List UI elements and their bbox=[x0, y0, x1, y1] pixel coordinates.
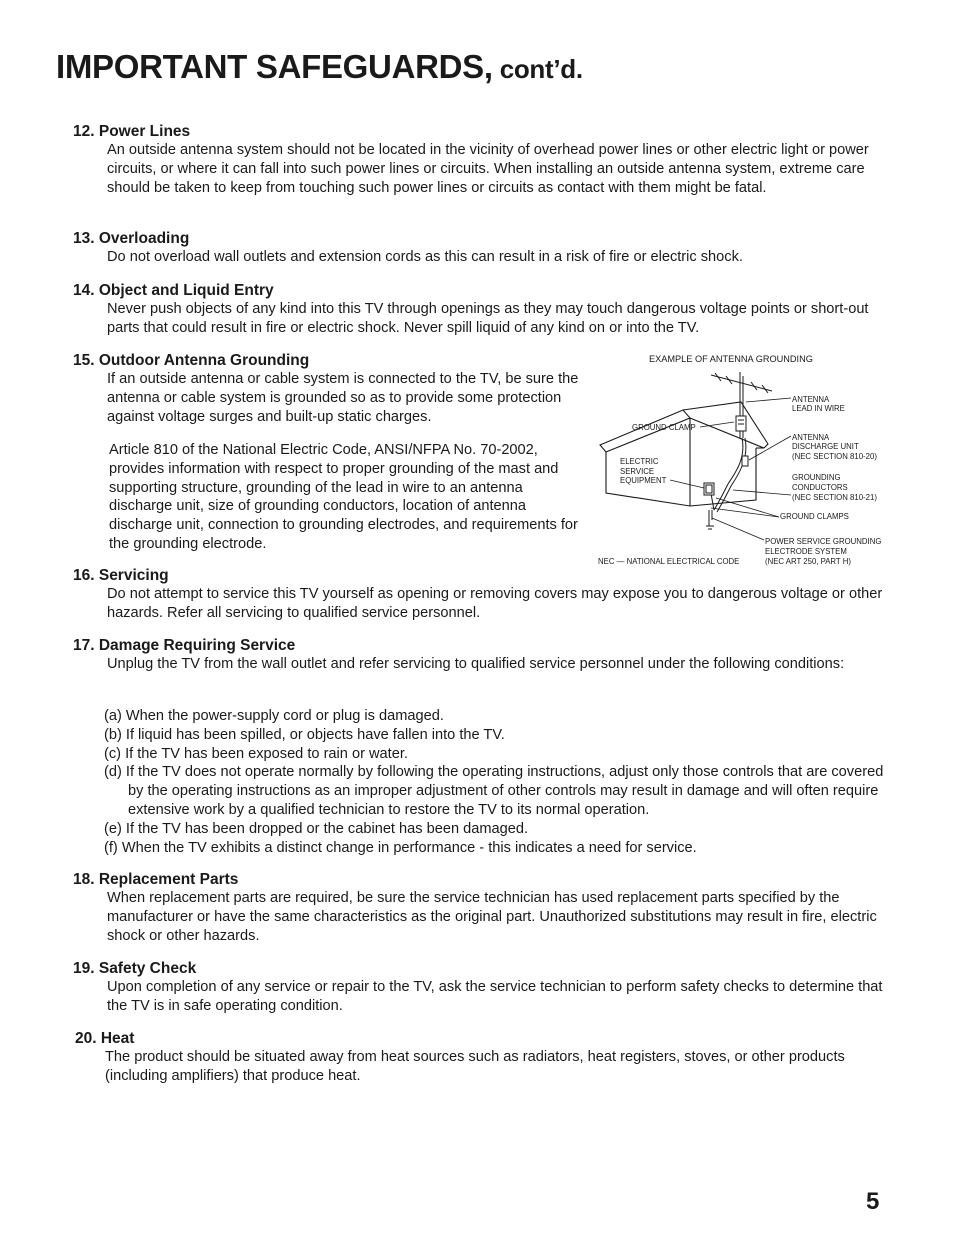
label-ground-clamps: GROUND CLAMPS bbox=[780, 512, 849, 521]
list-item: (c) If the TV has been exposed to rain or water. bbox=[104, 745, 408, 762]
section-heading: 13. Overloading bbox=[73, 230, 190, 247]
title-main: IMPORTANT SAFEGUARDS, bbox=[56, 48, 493, 85]
list-item: (e) If the TV has been dropped or the cabinet has been damaged. bbox=[104, 820, 529, 837]
label-antenna-lead-line1: ANTENNA bbox=[792, 395, 830, 404]
section-heading: 14. Object and Liquid Entry bbox=[73, 282, 274, 299]
section-body: An outside antenna system should not be located in the vicinity of overhead power lines or other electric light or power circuits, or where it can fall into such power lines or circuits. When installing an outside antenna system, extreme care should be taken to keep from touching such power lines or circuits as contact with them might be fatal. bbox=[107, 142, 869, 196]
section-heading: 18. Replacement Parts bbox=[73, 871, 239, 888]
section-body: If an outside antenna or cable system is connected to the TV, be sure the antenna or cable system is grounded so as to provide some protection against voltage surges and built-up static charges. bbox=[107, 371, 579, 425]
damage-conditions-list bbox=[104, 707, 899, 857]
section-body: Never push objects of any kind into this TV through openings as they may touch dangerous voltage points or short-out parts that could result in fire or electric shock. Never spill liquid of any kind on or into the TV. bbox=[107, 301, 869, 336]
label-antenna-lead-line2: LEAD IN WIRE bbox=[792, 404, 845, 413]
label-electric-line1: ELECTRIC bbox=[620, 457, 659, 466]
section-heading: 16. Servicing bbox=[73, 567, 169, 584]
section-body: Do not attempt to service this TV yourself as opening or removing covers may expose you to dangerous voltage or other hazards. Refer all servicing to qualified service personnel. bbox=[107, 586, 883, 621]
section-heading: 12. Power Lines bbox=[73, 123, 191, 140]
title-continued: cont’d. bbox=[492, 54, 583, 84]
label-electric-line2: SERVICE bbox=[620, 467, 655, 476]
section-heading: 20. Heat bbox=[75, 1030, 135, 1047]
section-body: Upon completion of any service or repair to the TV, ask the service technician to perform safety checks to determine that the TV is in safe operating condition. bbox=[107, 979, 883, 1014]
diagram-title: EXAMPLE OF ANTENNA GROUNDING bbox=[649, 354, 813, 364]
label-nec: NEC — NATIONAL ELECTRICAL CODE bbox=[598, 557, 740, 566]
section-heading: 15. Outdoor Antenna Grounding bbox=[73, 352, 310, 369]
label-ground-clamp: GROUND CLAMP bbox=[632, 423, 696, 432]
section-body: Do not overload wall outlets and extension cords as this can result in a risk of fire or electric shock. bbox=[107, 249, 743, 265]
label-conductors-line1: GROUNDING bbox=[792, 473, 841, 482]
label-discharge-line2: DISCHARGE UNIT bbox=[792, 442, 859, 451]
label-conductors-line2: CONDUCTORS bbox=[792, 483, 848, 492]
section-body: The product should be situated away from heat sources such as radiators, heat registers, stoves, or other products (including amplifiers) that produce heat. bbox=[105, 1049, 845, 1084]
list-item: (f) When the TV exhibits a distinct change in performance - this indicates a need for service. bbox=[104, 839, 697, 856]
label-discharge-line1: ANTENNA bbox=[792, 433, 830, 442]
label-discharge-line3: (NEC SECTION 810-20) bbox=[792, 452, 877, 461]
label-power-line1: POWER SERVICE GROUNDING bbox=[765, 537, 882, 546]
label-conductors-line3: (NEC SECTION 810-21) bbox=[792, 493, 877, 502]
label-power-line2: ELECTRODE SYSTEM bbox=[765, 547, 847, 556]
label-power-line3: (NEC ART 250, PART H) bbox=[765, 557, 851, 566]
section-body-article: Article 810 of the National Electric Code, ANSI/NFPA No. 70-2002, provides information with respect to proper grounding of the mast and supporting structure, grounding of the lead in wire to an antenna discharge unit, size of grounding conductors, location of antenna discharge unit, connection to grounding electrodes, and requirements for the grounding electrode. bbox=[109, 442, 578, 552]
antenna-grounding-diagram bbox=[596, 350, 896, 572]
section-heading: 17. Damage Requiring Service bbox=[73, 637, 296, 654]
section-body: When replacement parts are required, be sure the service technician has used replacement parts specified by the manufacturer or have the same characteristics as the original part. Unauthorized substitutions may result in fire, electric shock or other hazards. bbox=[107, 890, 877, 944]
page-number: 5 bbox=[866, 1188, 880, 1215]
list-item: (d) If the TV does not operate normally by following the operating instructions, adjust only those controls that are covered by the operating instructions as an improper adjustment of other controls may result in damage and will often require extensive work by a qualified technician to restore the TV to its normal operation. bbox=[104, 764, 884, 818]
list-item: (a) When the power-supply cord or plug is damaged. bbox=[104, 708, 444, 724]
list-item: (b) If liquid has been spilled, or objects have fallen into the TV. bbox=[104, 726, 505, 743]
label-electric-line3: EQUIPMENT bbox=[620, 476, 667, 485]
page-title bbox=[56, 48, 583, 86]
section-heading: 19. Safety Check bbox=[73, 960, 197, 977]
section-body: Unplug the TV from the wall outlet and refer servicing to qualified service personnel under the following conditions: bbox=[107, 656, 845, 672]
